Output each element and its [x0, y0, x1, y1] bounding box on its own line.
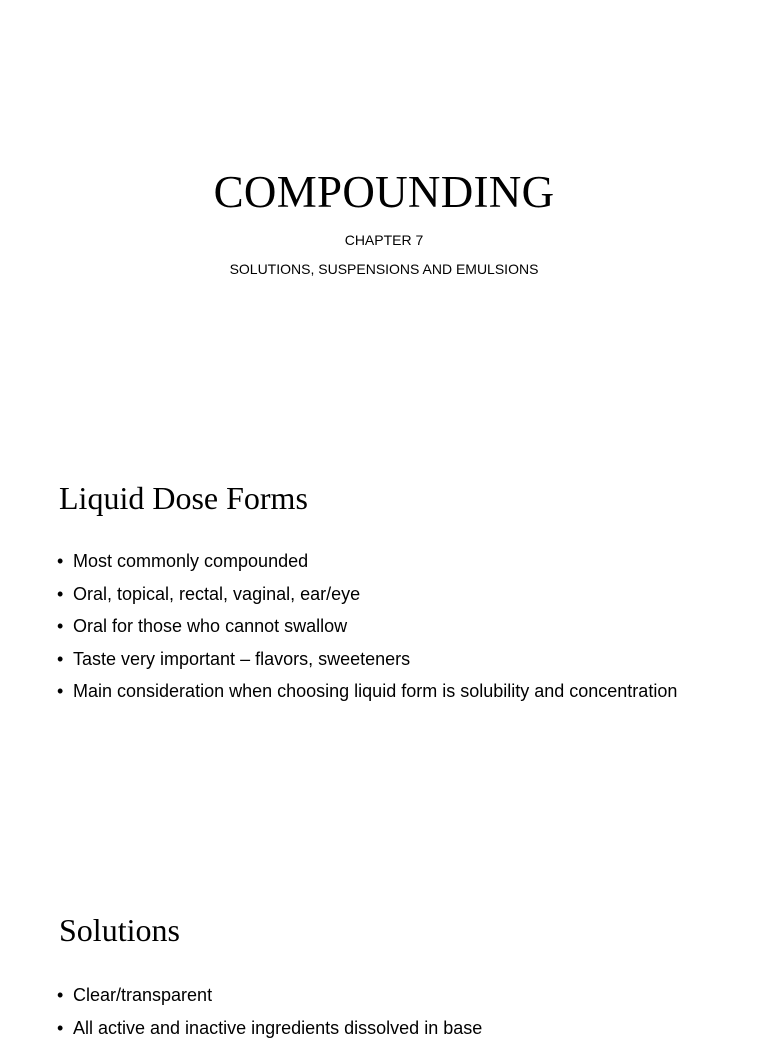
- slide-heading: Liquid Dose Forms: [59, 480, 308, 516]
- chapter-label: CHAPTER 7: [344, 232, 424, 248]
- liquid-dose-forms-slide: [0, 432, 768, 864]
- bullet-icon: •: [57, 583, 64, 604]
- title-slide: [0, 0, 768, 432]
- slide-heading: Solutions: [59, 912, 180, 948]
- bullet-text: All active and inactive ingredients dissolved in base: [73, 1017, 483, 1038]
- bullet-icon: •: [57, 648, 64, 669]
- bullet-text: Main consideration when choosing liquid form is solubility and concentration: [73, 681, 678, 701]
- bullet-text: Oral for those who cannot swallow: [73, 616, 348, 636]
- bullet-text: Clear/transparent: [73, 985, 213, 1005]
- bullet-icon: •: [57, 681, 64, 701]
- bullet-item: [57, 1016, 717, 1040]
- bullet-icon: •: [57, 616, 64, 636]
- bullet-icon: •: [57, 551, 64, 571]
- bullet-item: [57, 614, 717, 638]
- bullet-list: [57, 983, 717, 1048]
- bullet-list: [57, 549, 717, 712]
- bullet-item: [57, 647, 717, 671]
- bullet-text: Oral, topical, rectal, vaginal, ear/eye: [73, 583, 361, 604]
- bullet-text: Taste very important – flavors, sweeteners: [73, 648, 411, 669]
- bullet-item: [57, 679, 717, 703]
- bullet-text: Most commonly compounded: [73, 551, 309, 571]
- presentation-title: COMPOUNDING: [213, 167, 555, 217]
- bullet-icon: •: [57, 985, 64, 1005]
- bullet-item: [57, 549, 717, 573]
- presentation-subtitle: SOLUTIONS, SUSPENSIONS AND EMULSIONS: [229, 261, 539, 277]
- bullet-item: [57, 983, 717, 1007]
- bullet-item: [57, 582, 717, 606]
- solutions-slide: [0, 864, 768, 1038]
- bullet-icon: •: [57, 1017, 64, 1038]
